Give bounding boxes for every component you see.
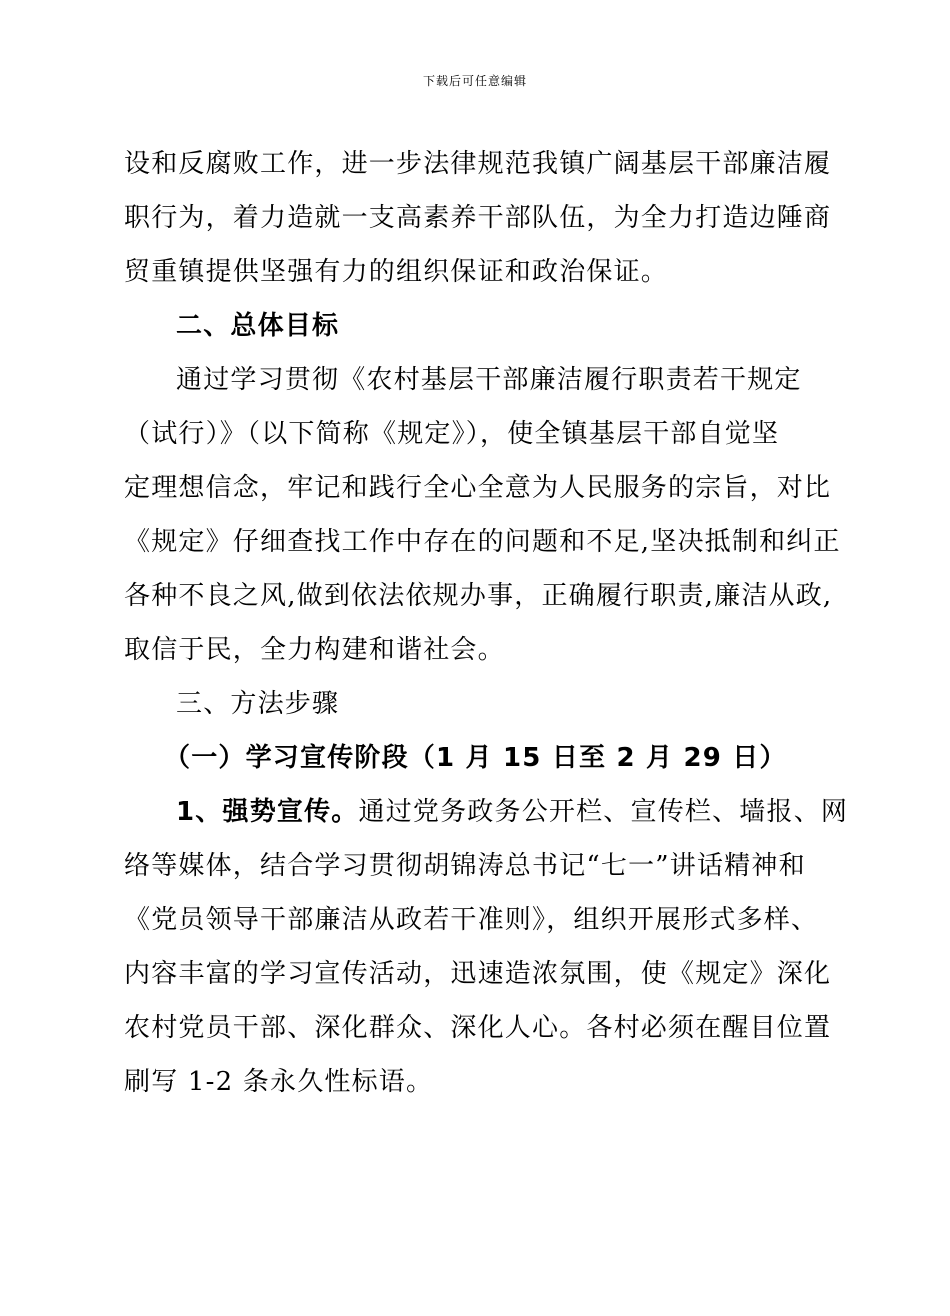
paragraph-line: 《规定》仔细查找工作中存在的问题和不足,坚决抵制和纠正	[124, 527, 841, 557]
item-first-line	[124, 785, 854, 839]
paragraph-line: （试行）》（以下简称《规定》），使全镇基层干部自觉坚	[124, 419, 780, 449]
paragraph-line: 络等媒体，结合学习贯彻胡锦涛总书记“七一”讲话精神和	[124, 851, 806, 881]
paragraph-line: 《党员领导干部廉洁从政若干准则》，组织开展形式多样、	[124, 905, 819, 935]
paragraph-line: 内容丰富的学习宣传活动，迅速造浓氛围，使《规定》深化	[124, 959, 832, 989]
section-heading-methods: 三、方法步骤	[176, 689, 340, 719]
paragraph-line: 取信于民，全力构建和谐社会。	[124, 635, 505, 665]
paragraph-line: 贸重镇提供坚强有力的组织保证和政治保证。	[124, 257, 669, 287]
paragraph-line: 各种不良之风,做到依法依规办事，正确履行职责,廉洁从政,	[124, 581, 833, 611]
paragraph-line: 定理想信念，牢记和践行全心全意为人民服务的宗旨，对比	[124, 473, 832, 503]
paragraph-line: 农村党员干部、深化群众、深化人心。各村必须在醒目位置	[124, 1013, 832, 1043]
paragraph-line: 刷写 1-2 条永久性标语。	[124, 1067, 434, 1097]
paragraph-line: 通过学习贯彻《农村基层干部廉洁履行职责若干规定	[176, 365, 802, 395]
item-lead-text: 1、强势宣传。	[176, 797, 359, 827]
page-header-note: 下载后可任意编辑	[422, 74, 527, 88]
document-body	[124, 137, 854, 1109]
section-heading-goals: 二、总体目标	[176, 311, 340, 341]
paragraph-line: 职行为，着力造就一支高素养干部队伍，为全力打造边陲商	[124, 203, 832, 233]
item-first-line-text: 通过党务政务公开栏、宣传栏、墙报、网	[358, 797, 849, 827]
paragraph-line: 设和反腐败工作，进一步法律规范我镇广阔基层干部廉洁履	[124, 149, 832, 179]
sub-heading-study-phase: （一）学习宣传阶段（1 月 15 日至 2 月 29 日）	[164, 743, 787, 773]
